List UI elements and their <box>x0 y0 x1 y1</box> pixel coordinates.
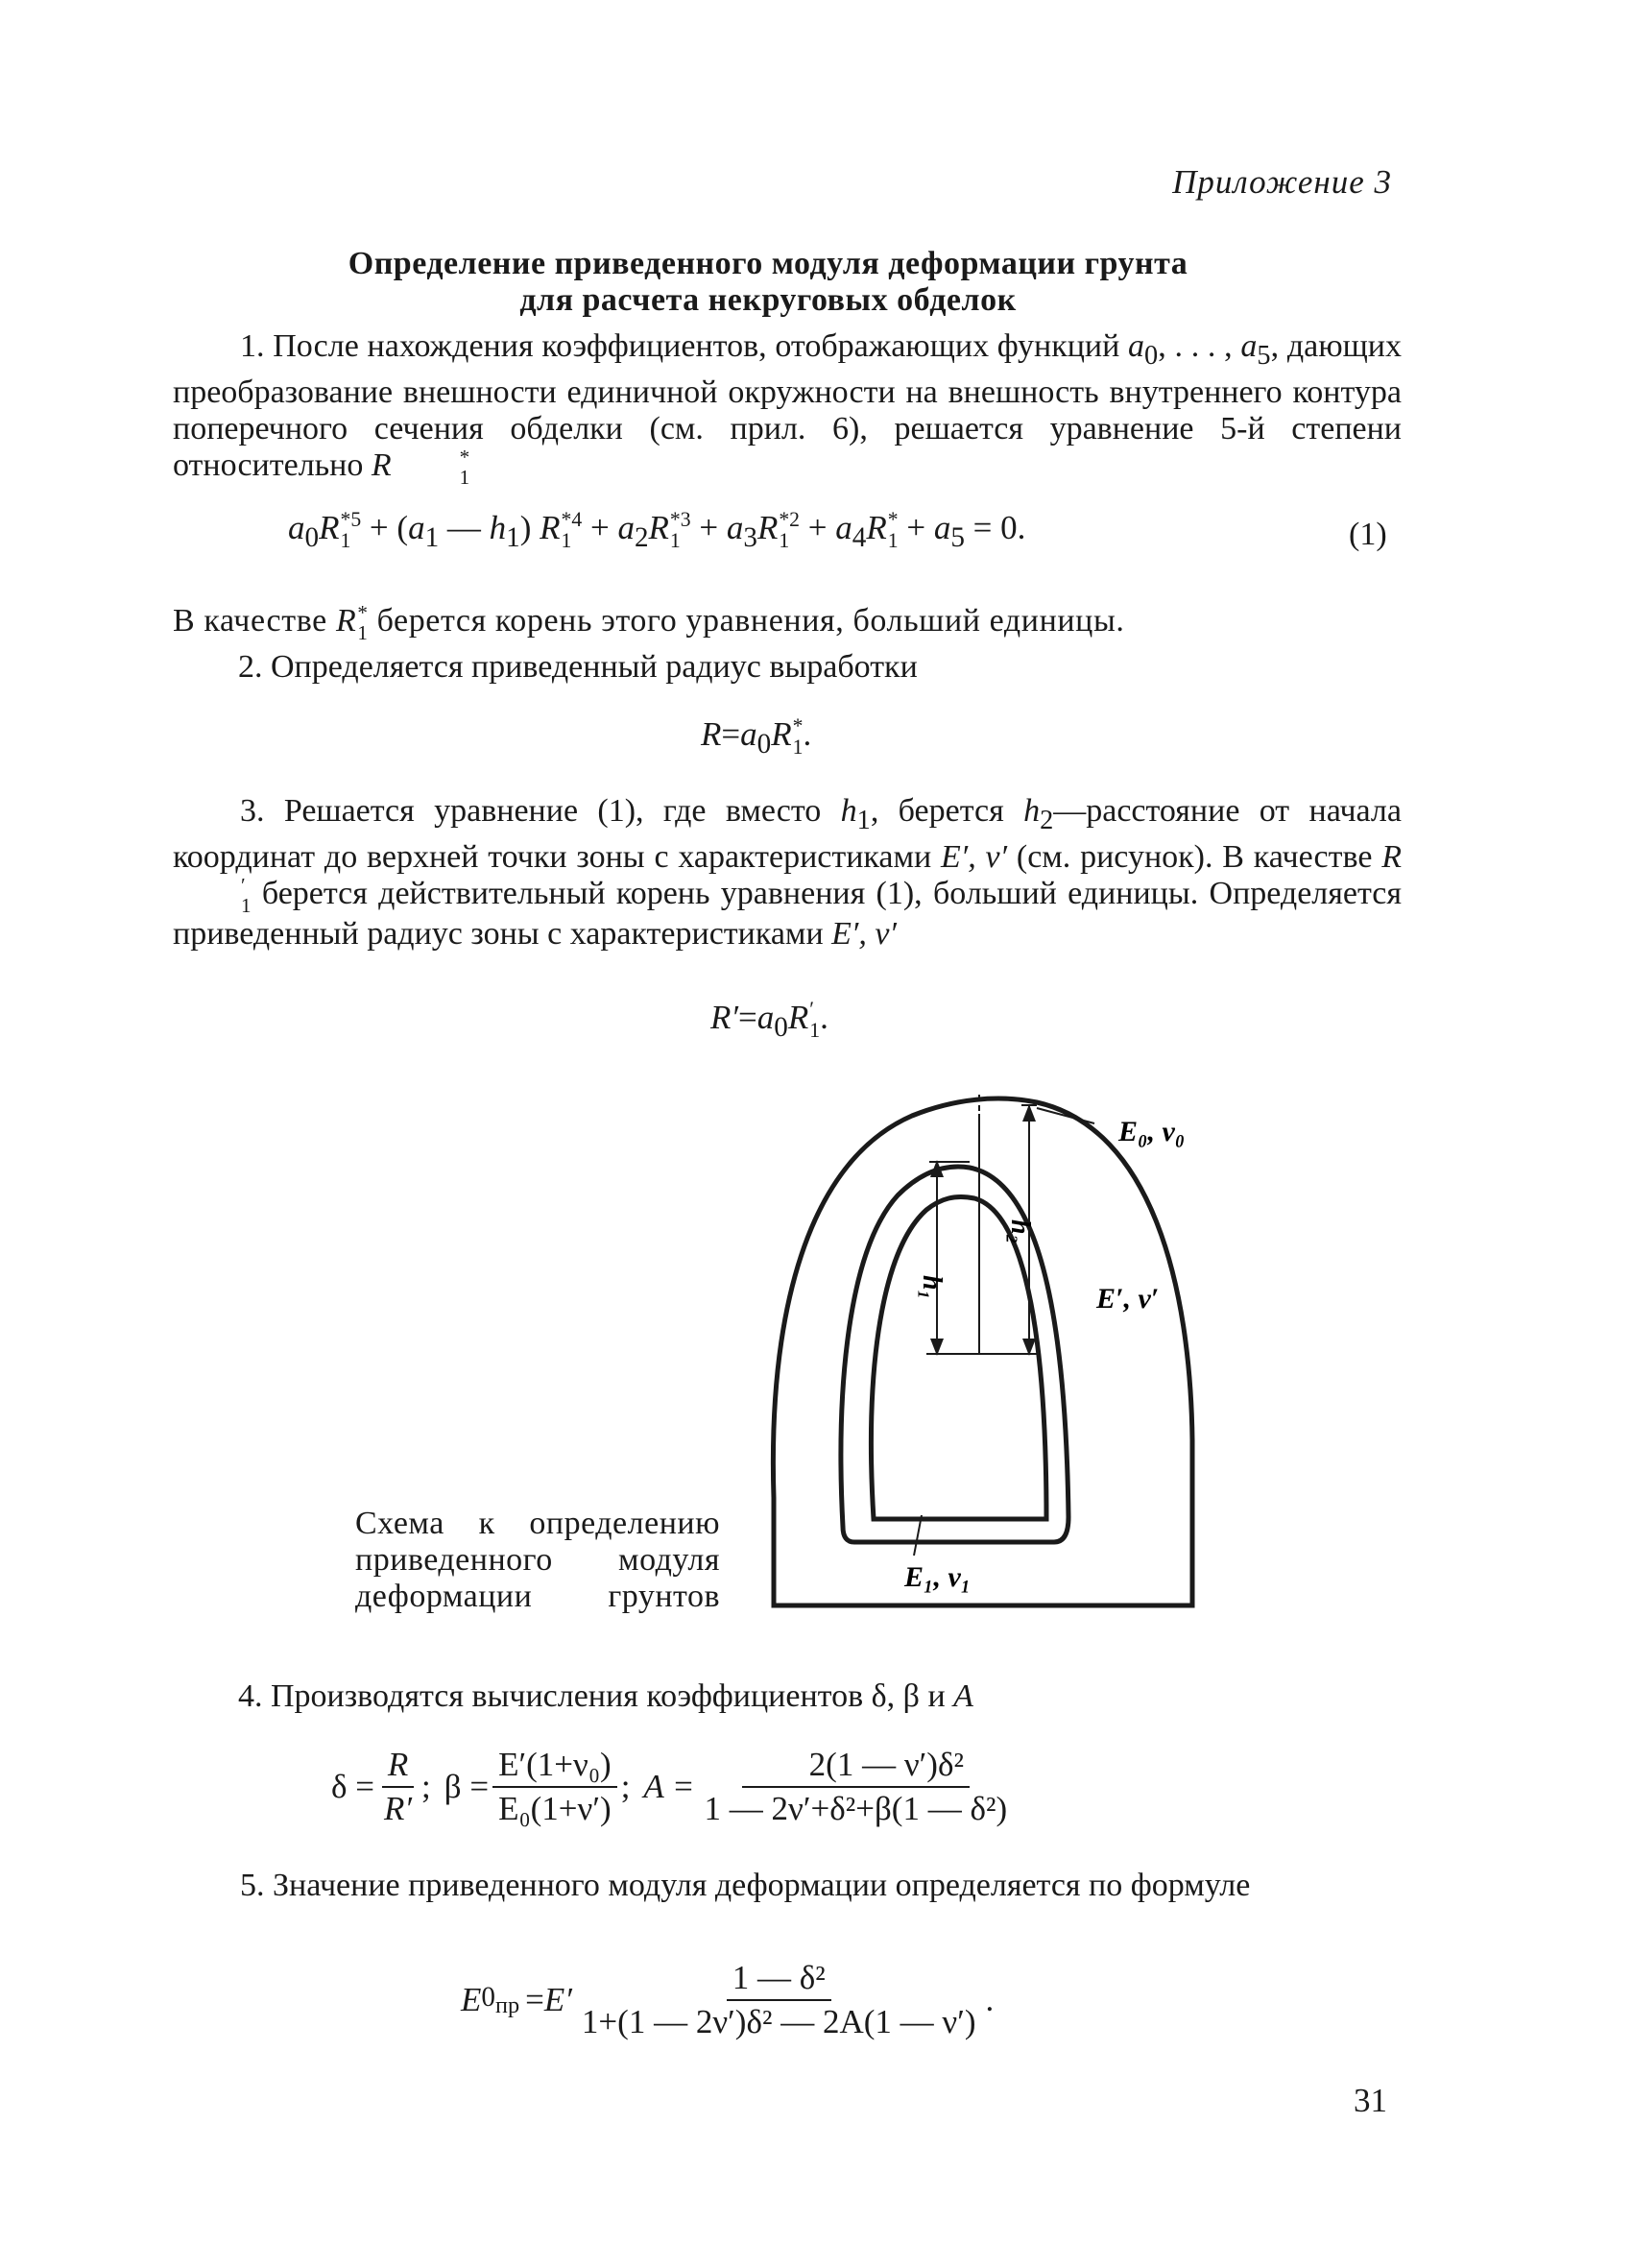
eq1-sup1: * <box>887 508 899 532</box>
eq1-R4: R <box>756 509 779 546</box>
eq1-R1-indices <box>340 510 361 551</box>
eq5-subsub: пр <box>494 1991 520 2018</box>
p1-R-sub: 1 <box>459 466 470 489</box>
section-title-line2: для расчета некруговых обделок <box>519 282 1017 318</box>
eq1-sup5: *5 <box>340 508 362 532</box>
eq4-beta-den: E₀(1+ν′) <box>498 1790 612 1827</box>
eq4-beta-num: E′(1+ν₀) <box>492 1746 617 1788</box>
eq1-a4-sub: 4 <box>852 522 867 553</box>
eq3-a: a <box>756 999 775 1036</box>
eq4-sep2: ; <box>620 1768 631 1805</box>
p1-R: R <box>371 446 392 483</box>
eq3-eq: = <box>738 999 757 1036</box>
eq1-sub1a: 1 <box>340 528 351 552</box>
p3-R-indices <box>174 873 252 917</box>
eq5-E-sub <box>481 1982 519 2019</box>
equation-4 <box>331 1746 1017 1828</box>
eq1-h1-sub: 1 <box>506 522 520 553</box>
eq1-a5-sub: 5 <box>950 522 965 553</box>
p3-R: R <box>1381 838 1403 875</box>
p1-a0: a <box>1128 328 1145 364</box>
p3-E: E′, ν′ <box>941 838 1008 875</box>
eq2-R1: R <box>771 715 792 753</box>
p3-h1: h <box>840 793 857 829</box>
eq1-R5-indices <box>888 510 899 551</box>
p1-R-indices <box>393 447 470 488</box>
eq3-R: R′ <box>710 999 739 1036</box>
eq1-plus3: + <box>699 509 719 546</box>
eq5-fraction <box>576 1959 982 2041</box>
p3-R-sub: 1 <box>241 894 252 917</box>
p2-R-indices <box>357 603 368 643</box>
eq2-eq: = <box>721 715 741 753</box>
item-5: 5. Значение приведенного модуля деформации определяется по формуле <box>240 1868 1251 1903</box>
eq5-dot: . <box>985 1981 995 2018</box>
eq1-plus2: + <box>589 509 610 546</box>
eq3-R1: R <box>787 999 809 1036</box>
appendix-label: Приложение 3 <box>1172 163 1392 201</box>
outer-contour <box>773 1098 1192 1605</box>
eq1-rpar: ) <box>519 509 532 546</box>
label-e: E′, ν′ <box>1096 1283 1160 1315</box>
eq4-delta-den: R′ <box>383 1790 413 1827</box>
p3-d: (см. рисунок). В качестве <box>1007 838 1382 875</box>
label-h1: h₁ <box>917 1275 947 1300</box>
equation-3 <box>710 999 828 1044</box>
eq5-sub: 0 <box>481 1981 495 2013</box>
p2-R: R <box>335 603 357 639</box>
eq1-minus: — <box>446 509 481 546</box>
eq1-a3-sub: 3 <box>743 522 757 553</box>
eq5-Eprime: E′ <box>543 1981 572 2018</box>
eq1-R3: R <box>648 509 669 546</box>
eq1-a0-sub: 0 <box>304 522 320 553</box>
p1-a0-sub: 0 <box>1144 340 1159 371</box>
eq4-A-num: 2(1 — ν′)δ² <box>742 1746 970 1788</box>
eq1-sup3: *3 <box>669 508 691 532</box>
eq1-plus5: + <box>906 509 926 546</box>
p1-a5: a <box>1240 328 1258 364</box>
eq3-a-sub: 0 <box>774 1012 788 1043</box>
p3-R-prime: ′ <box>241 873 246 897</box>
eq1-tail: = 0. <box>972 509 1026 546</box>
eq1-a0: a <box>288 509 305 546</box>
figure-caption <box>355 1506 720 1615</box>
eq4-delta-num: R <box>382 1746 414 1788</box>
paragraph-2 <box>173 603 1402 643</box>
p2-rest: берется корень этого уравнения, больший единицы. <box>368 603 1125 639</box>
eq2-a: a <box>740 715 757 753</box>
eq4-beta: β = <box>444 1768 490 1805</box>
eq4-delta: δ = <box>331 1768 374 1805</box>
p3-c: —расстояние от начала координат до верхней точки зоны с характеристиками <box>173 793 1402 875</box>
eq1-a1-sub: 1 <box>424 522 440 553</box>
tunnel-zones-diagram <box>749 1075 1248 1632</box>
p1-text-rest: , дающих преобразование внешности единичной окружности на внешность внутреннего контура поперечного сечения обделки (см. прил. 6), решается уравнение 5-й степени относительно <box>173 328 1402 483</box>
p3-e: берется действительный корень уравнения (1), больший единицы. Определяется приведенный радиус зоны с характеристиками <box>173 875 1402 953</box>
equation-5 <box>461 1959 994 2041</box>
eq2-R1-indices <box>793 716 804 758</box>
label-e0: E₀, ν₀ <box>1118 1116 1186 1147</box>
eq4-beta-fraction <box>492 1746 617 1828</box>
eq1-sup4: *4 <box>561 508 583 532</box>
eq2-one: 1 <box>792 735 804 759</box>
caption-line-3: деформации грунтов <box>355 1579 720 1614</box>
item-2: 2. Определяется приведенный радиус выработки <box>238 649 918 685</box>
p2-lead: В качестве <box>173 603 336 639</box>
eq1-a2-sub: 2 <box>634 522 649 553</box>
eq4-delta-fraction <box>378 1746 418 1828</box>
eq1-sub1c: 1 <box>669 528 681 552</box>
eq5-E: E <box>461 1981 482 2018</box>
eq1-R4-indices <box>779 510 800 551</box>
inner-contour <box>871 1197 1046 1520</box>
p1-dots: , . . . , <box>1158 328 1241 364</box>
eq3-R1-indices <box>809 1000 820 1041</box>
eq1-a4: a <box>835 509 852 546</box>
eq1-a1: a <box>408 509 425 546</box>
p1-text-start: 1. После нахождения коэффициентов, отображающих функций <box>240 328 1129 364</box>
page-number: 31 <box>1354 2082 1387 2119</box>
section-title-line1: Определение приведенного модуля деформации грунта <box>348 246 1188 281</box>
equation-1 <box>288 509 1025 554</box>
caption-line-2: приведенного модуля <box>355 1542 720 1578</box>
eq1-a2: a <box>617 509 635 546</box>
eq5-den: 1+(1 — 2ν′)δ² — 2A(1 — ν′) <box>581 2003 976 2040</box>
p1-R-star: * <box>459 445 470 469</box>
eq4-A-fraction <box>699 1746 1014 1828</box>
eq4-A-den: 1 — 2ν′+δ²+β(1 — δ²) <box>704 1790 1008 1827</box>
eq1-R2-indices <box>562 510 583 551</box>
eq1-R3-indices <box>670 510 691 551</box>
eq2-dot: . <box>803 715 812 753</box>
label-h2: h₂ <box>1005 1219 1035 1244</box>
eq1-h1: h <box>489 509 507 546</box>
p3-b: , берется <box>870 793 1024 829</box>
eq3-one: 1 <box>809 1018 821 1042</box>
eq1-sub1e: 1 <box>887 528 899 552</box>
p3-h1-sub: 1 <box>856 805 871 835</box>
caption-line-1: Схема к определению <box>355 1506 720 1541</box>
eq1-sub1d: 1 <box>779 528 790 552</box>
eq1-plus4: + <box>807 509 828 546</box>
eq2-star: * <box>792 714 804 738</box>
eq4-A: A = <box>643 1768 695 1805</box>
eq2-a-sub: 0 <box>756 729 772 760</box>
eq4-sep1: ; <box>421 1768 431 1805</box>
eq1-R2: R <box>540 509 561 546</box>
eq1-sup2: *2 <box>779 508 801 532</box>
equation-2 <box>701 715 811 760</box>
equation-1-number: (1) <box>1349 517 1387 552</box>
item-4 <box>238 1678 973 1715</box>
eq1-R5: R <box>866 509 887 546</box>
p3-h2: h <box>1023 793 1041 829</box>
eq1-sub1b: 1 <box>561 528 572 552</box>
p3-h2-sub: 2 <box>1040 805 1054 835</box>
paragraph-1 <box>173 328 1402 488</box>
eq1-a3: a <box>726 509 744 546</box>
eq1-plus1: + <box>369 509 389 546</box>
p3-a: 3. Решается уравнение (1), где вместо <box>240 793 841 829</box>
eq1-R1: R <box>319 509 340 546</box>
eq3-dot: . <box>820 999 828 1036</box>
eq5-eq: = <box>525 1981 544 2018</box>
eq1-a5: a <box>933 509 951 546</box>
p3-E2: E′, ν′ <box>831 916 897 953</box>
item-4-A: A <box>953 1678 973 1714</box>
item-4-text: 4. Производятся вычисления коэффициентов δ, β и <box>238 1678 954 1714</box>
label-e1: E₁, ν₁ <box>904 1561 972 1593</box>
p2-R-star: * <box>357 601 369 625</box>
eq2-R: R <box>701 715 722 753</box>
p2-R-sub: 1 <box>357 621 369 645</box>
h2-arrow-top <box>1022 1104 1036 1122</box>
paragraph-3 <box>173 793 1402 953</box>
eq3-prime: ′ <box>809 998 815 1022</box>
eq1-lpar: ( <box>396 509 409 546</box>
p1-a5-sub: 5 <box>1257 340 1271 371</box>
eq5-num: 1 — δ² <box>727 1959 831 2001</box>
